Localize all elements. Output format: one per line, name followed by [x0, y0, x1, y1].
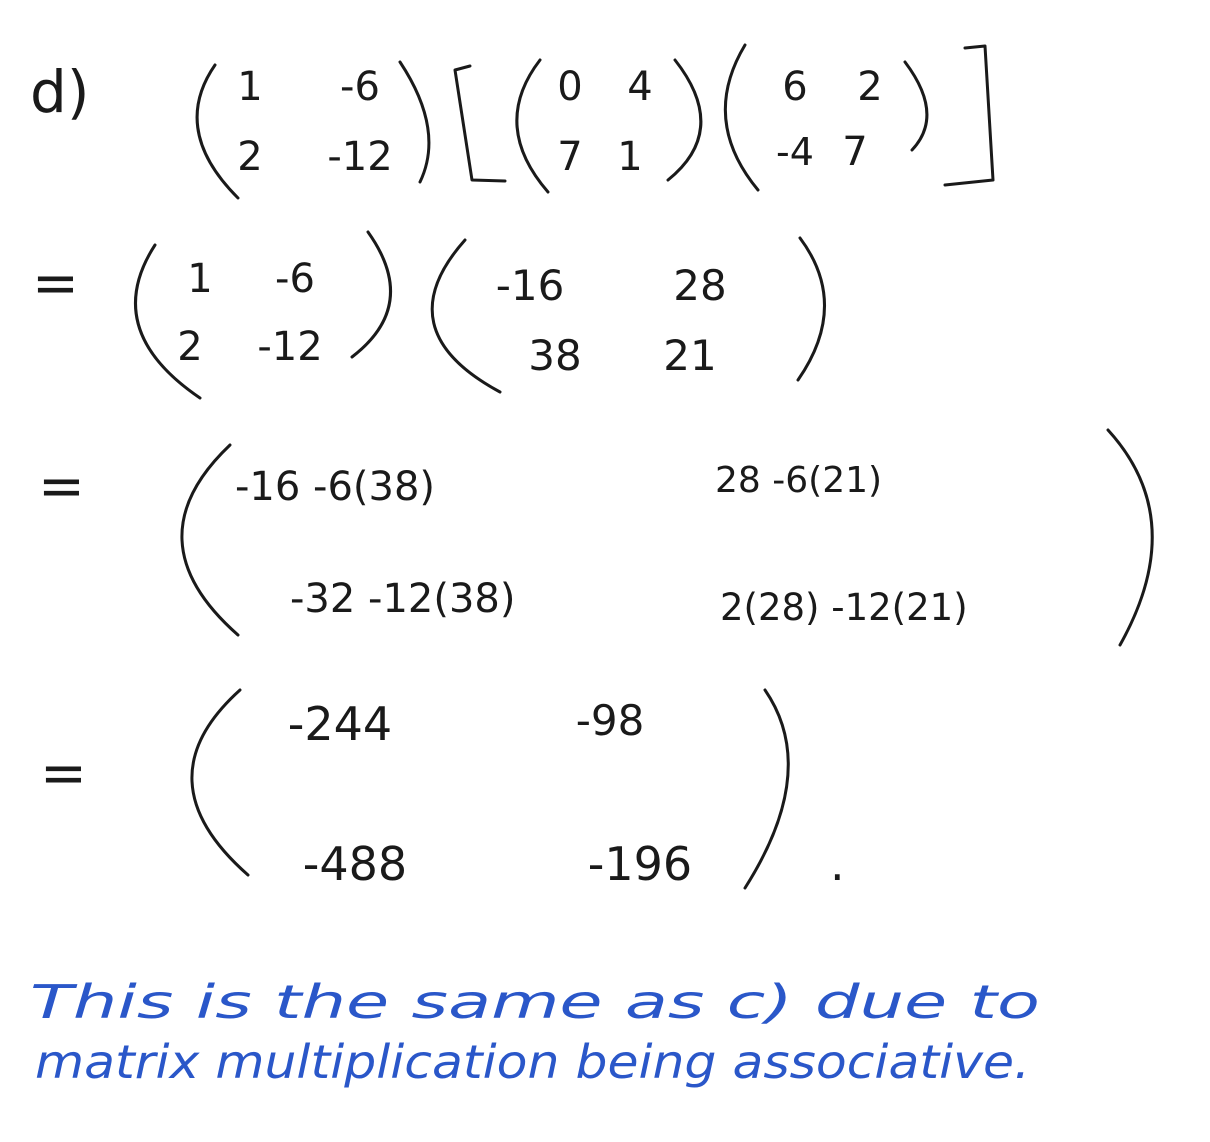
- matrix-a-cell: 2: [177, 324, 203, 370]
- matrix-c-cell: 7: [842, 129, 868, 175]
- result-left-paren: [192, 690, 248, 875]
- matrix-c-cell: -4: [776, 130, 814, 174]
- equals-sign: =: [32, 251, 79, 316]
- part-label: d): [30, 58, 90, 126]
- matrix-c-cell: 6: [782, 64, 808, 110]
- result-cell: -196: [587, 837, 693, 891]
- matrix-a-cell: 1: [187, 256, 213, 302]
- equals-sign: =: [40, 741, 87, 806]
- result-cell: -488: [302, 837, 408, 891]
- matrix-a-right-paren: [400, 62, 429, 182]
- matrix-bc-cell: 38: [528, 331, 582, 380]
- matrix-a-cell: -12: [327, 134, 393, 180]
- left-square-bracket: [455, 66, 505, 181]
- matrix-bc-cell: 21: [663, 331, 717, 380]
- matrix-c-left-paren: [725, 45, 758, 190]
- product-cell: -32 -12(38): [290, 576, 516, 622]
- matrix-b-cell: 4: [627, 64, 653, 110]
- matrix-a-cell: 1: [237, 64, 263, 110]
- matrix-a-cell: -6: [340, 64, 380, 110]
- matrix-bc-right-paren: [798, 238, 825, 380]
- matrix-b-right-paren: [668, 60, 701, 180]
- matrix-c-right-paren: [905, 62, 927, 150]
- matrix-bc-left-paren: [432, 240, 500, 392]
- product-cell: 2(28) -12(21): [720, 586, 968, 629]
- result-cell: -98: [575, 696, 645, 745]
- matrix-a-cell: 2: [237, 134, 263, 180]
- matrix-c-cell: 2: [857, 64, 883, 110]
- matrix-left-paren: [182, 445, 238, 635]
- result-right-paren: [745, 690, 788, 888]
- matrix-b-cell: 0: [557, 64, 583, 110]
- matrix-right-paren: [1108, 430, 1152, 645]
- note-line-2: matrix multiplication being associative.: [35, 1035, 1030, 1089]
- right-square-bracket: [945, 46, 993, 185]
- matrix-b-cell: 1: [617, 134, 643, 180]
- matrix-bc-cell: -16: [495, 261, 565, 310]
- product-cell: -16 -6(38): [235, 464, 436, 510]
- matrix-a-right-paren: [352, 232, 391, 357]
- matrix-a-left-paren: [197, 65, 238, 198]
- matrix-a-cell: -6: [275, 256, 315, 302]
- matrix-a-cell: -12: [257, 324, 323, 370]
- matrix-b-cell: 7: [557, 134, 583, 180]
- matrix-bc-cell: 28: [673, 261, 727, 310]
- result-cell: -244: [287, 697, 393, 751]
- note-line-1: This is the same as c) due to: [30, 975, 1040, 1029]
- matrix-b-left-paren: [517, 60, 548, 192]
- equals-sign: =: [38, 454, 85, 519]
- product-cell: 28 -6(21): [715, 460, 883, 501]
- final-period: .: [830, 837, 845, 891]
